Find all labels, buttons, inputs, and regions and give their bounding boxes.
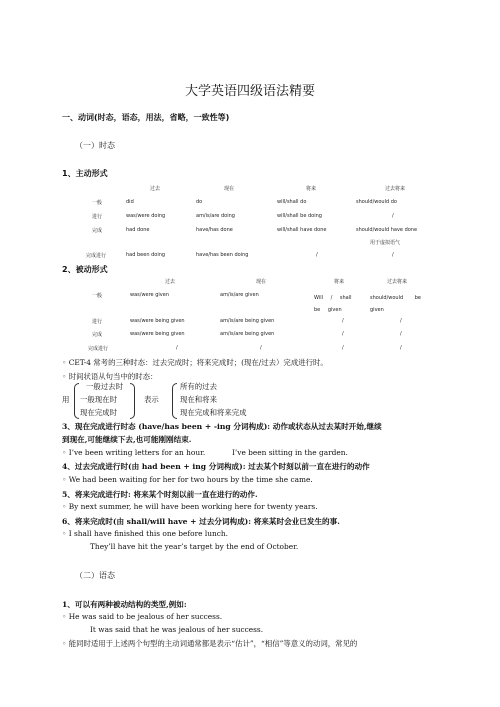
passive-heading: 2、被动形式 <box>62 265 108 274</box>
example: ◦ I’ve been writing letters for an hour. <box>62 448 206 457</box>
table-cell: had been doing <box>126 252 166 258</box>
row-label: 完成 <box>92 332 103 338</box>
right-brace <box>130 383 135 419</box>
example: ◦ We had been waiting for her for two hours by the time she came. <box>62 475 313 484</box>
table-header: 过去 <box>165 279 176 285</box>
voice-note: ◦ 能同时适用于上述两个句型的主动词通常都是表示“估计”，“相信”等意义的动词，常见的 <box>62 639 358 648</box>
row-label: 完成进行 <box>88 346 109 352</box>
table-cell: do <box>196 199 203 205</box>
example: ◦ I shall have finished this one before lunch. <box>62 529 228 538</box>
table-cell: Will / shall be given <box>314 295 352 313</box>
row-label: 一般 <box>92 293 103 299</box>
table-cell: am/is/are given <box>220 292 259 298</box>
table-cell: / <box>392 252 394 258</box>
table-cell: will/shall have done <box>277 227 327 233</box>
point-3: 3、现在完成进行时态 (have/has been + -ing 分词构成): 动作或状态从过去某时开始,继续 <box>62 422 382 431</box>
table-cell: / <box>400 331 402 337</box>
row-label: 完成进行 <box>86 253 107 259</box>
brace-right-item: 现在和将来 <box>180 395 217 404</box>
clause-note: ◦ 时间状语从句当中的时态： <box>62 372 158 381</box>
brace-right-item: 所有的过去 <box>180 382 217 391</box>
table-cell: / <box>260 345 262 351</box>
subsection-heading: （一）时态 <box>75 141 115 150</box>
example: I’ve been sitting in the garden. <box>232 448 348 457</box>
brace-left-item: 现在完成时 <box>80 408 117 417</box>
table-header: 现在 <box>224 186 235 192</box>
table-cell: have/has done <box>196 227 233 233</box>
page-title: 大学英语四级语法精要 <box>184 84 315 99</box>
table-cell: / <box>342 331 344 337</box>
table-cell: / <box>316 252 318 258</box>
row-label: 一般 <box>92 200 103 206</box>
subsection-heading: （二）语态 <box>75 571 115 580</box>
table-header: 过去将来 <box>387 279 408 285</box>
table-cell: was/were doing <box>126 213 166 219</box>
voice-point-1: 1、可以有两种被动结构的类型,例如: <box>62 600 187 609</box>
section-heading: 一、动词(时态，语态，用法，省略，一致性等) <box>62 113 230 122</box>
point-3-cont: 到现在,可能继续下去,也可能刚刚结束. <box>62 435 192 444</box>
table-cell: will/shall be doing <box>277 213 322 219</box>
table-cell: have/has been doing <box>196 252 249 258</box>
table-cell: / <box>342 345 344 351</box>
table-cell: / <box>342 318 344 324</box>
table-cell: was/were being given <box>130 318 185 324</box>
table-cell: / <box>176 345 178 351</box>
brace-right-item: 现在完成和将来完成 <box>180 408 247 417</box>
table-header: 过去将来 <box>385 186 406 192</box>
table-cell: am/is/are doing <box>196 213 235 219</box>
row-label: 进行 <box>92 319 103 325</box>
table-cell: am/is/are being given <box>220 331 275 337</box>
table-note: 用于虚拟语气 <box>370 240 401 246</box>
example: They’ll have hit the year’s target by the end of October. <box>90 542 299 551</box>
brace-left-item: 一般过去时 <box>86 382 123 391</box>
table-cell: should/would do <box>356 199 397 205</box>
table-cell: should/would be given <box>370 295 421 313</box>
active-heading: 1、主动形式 <box>62 169 108 178</box>
row-label: 进行 <box>92 214 103 220</box>
brace-left-item: 一般现在时 <box>80 395 117 404</box>
table-cell: had done <box>126 227 150 233</box>
point-6: 6、将来完成时(由 shall/will have + 过去分词构成): 将来某时会业已发生的事. <box>62 517 340 526</box>
example: It was said that he was jealous of her success. <box>90 625 264 634</box>
row-label: 完成 <box>92 228 103 234</box>
brace-mid-label: 表示 <box>144 395 159 404</box>
cet4-note: ◦ CET-4 常考的三种时态：过去完成时；将来完成时；(现在/过去）完成进行时。 <box>62 358 328 367</box>
table-cell: was/were being given <box>130 331 185 337</box>
example: ◦ He was said to be jealous of her success. <box>62 612 223 621</box>
table-cell: was/were given <box>130 292 169 298</box>
table-cell: / <box>400 318 402 324</box>
point-4: 4、过去完成进行时(由 had been + ing 分词构成): 过去某个时刻以前一直在进行的动作 <box>62 462 370 471</box>
left-brace <box>172 383 177 419</box>
point-5: 5、将来完成进行时: 将来某个时刻以前一直在进行的动作. <box>62 490 258 499</box>
example: ◦ By next summer, he will have been working here for twenty years. <box>62 502 318 511</box>
brace-use-label: 用 <box>62 395 70 404</box>
table-cell: will/shall do <box>277 199 307 205</box>
table-cell: / <box>400 345 402 351</box>
table-header: 将来 <box>334 279 345 285</box>
table-cell: should/would have done <box>356 227 418 233</box>
table-cell: am/is/are being given <box>220 318 275 324</box>
left-brace <box>74 383 79 419</box>
table-header: 将来 <box>306 186 317 192</box>
table-cell: did <box>126 199 134 205</box>
table-header: 过去 <box>150 186 161 192</box>
table-cell: / <box>392 213 394 219</box>
table-header: 现在 <box>256 279 267 285</box>
